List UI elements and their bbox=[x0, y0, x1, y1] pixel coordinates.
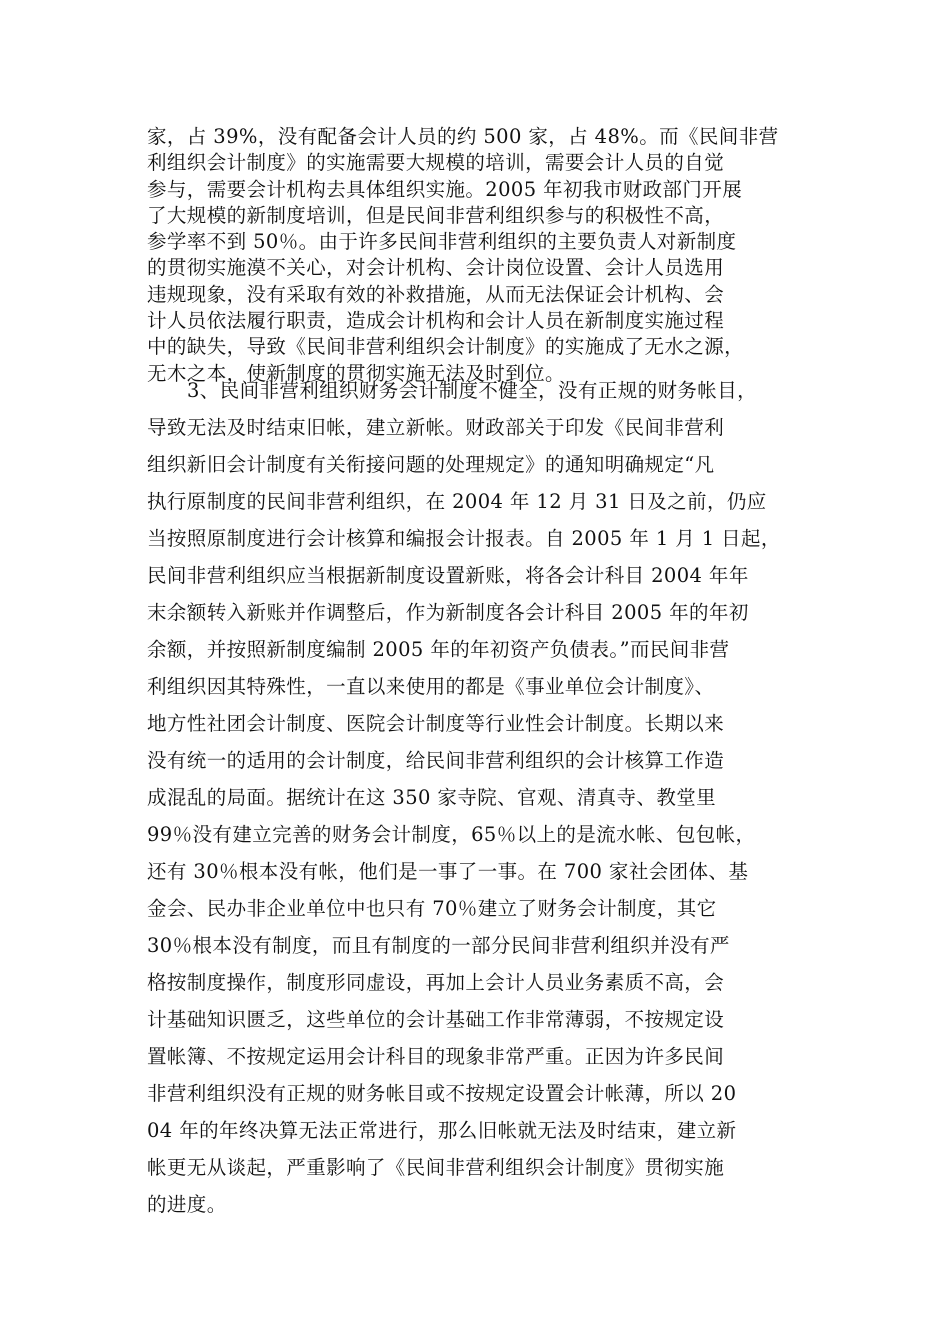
text-line: 利组织会计制度》的实施需要大规模的培训，需要会计人员的自觉 bbox=[147, 151, 725, 175]
text-line: 地方性社团会计制度、医院会计制度等行业性会计制度。长期以来 bbox=[147, 712, 725, 735]
paragraph-continuation bbox=[147, 124, 807, 387]
text-line: 利组织因其特殊性，一直以来使用的都是《事业单位会计制度》、 bbox=[147, 675, 715, 698]
text-line: 计基础知识匮乏，这些单位的会计基础工作非常薄弱，不按规定设 bbox=[147, 1008, 725, 1031]
text-line: 余额，并按照新制度编制 2005 年的年初资产负债表。”而民间非营 bbox=[147, 638, 730, 661]
text-line: 没有统一的适用的会计制度，给民间非营利组织的会计核算工作造 bbox=[147, 749, 725, 772]
text-line: 了大规模的新制度培训，但是民间非营利组织参与的积极性不高， bbox=[147, 203, 725, 227]
text-line: 民间非营利组织应当根据新制度设置新账，将各会计科目 2004 年年 bbox=[147, 564, 749, 587]
text-line: 30％根本没有制度，而且有制度的一部分民间非营利组织并没有严 bbox=[147, 934, 730, 957]
text-line: 参与，需要会计机构去具体组织实施。2005 年初我市财政部门开展 bbox=[147, 177, 743, 201]
paragraph-section-3 bbox=[147, 372, 807, 1223]
text-line: 参学率不到 50％。由于许多民间非营利组织的主要负责人对新制度 bbox=[147, 230, 737, 254]
text-line: 当按照原制度进行会计核算和编报会计报表。自 2005 年 1 月 1 日起， bbox=[147, 527, 781, 550]
text-line: 还有 30％根本没有帐，他们是一事了一事。在 700 家社会团体、基 bbox=[147, 860, 749, 883]
text-line: 3、民间非营利组织财务会计制度不健全，没有正规的财务帐目， bbox=[187, 379, 758, 402]
text-line: 04 年的年终决算无法正常进行，那么旧帐就无法及时结束，建立新 bbox=[147, 1119, 737, 1142]
text-line: 格按制度操作，制度形同虚设，再加上会计人员业务素质不高，会 bbox=[147, 971, 725, 994]
text-line: 中的缺失，导致《民间非营利组织会计制度》的实施成了无水之源， bbox=[147, 335, 745, 359]
text-line: 帐更无从谈起，严重影响了《民间非营利组织会计制度》贯彻实施 bbox=[147, 1156, 725, 1179]
text-line: 执行原制度的民间非营利组织，在 2004 年 12 月 31 日及之前，仍应 bbox=[147, 490, 767, 513]
text-line: 的进度。 bbox=[147, 1193, 227, 1216]
text-line: 置帐簿、不按规定运用会计科目的现象非常严重。正因为许多民间 bbox=[147, 1045, 725, 1068]
text-line: 的贯彻实施漠不关心，对会计机构、会计岗位设置、会计人员选用 bbox=[147, 256, 725, 280]
text-line: 无木之本，使新制度的贯彻实施无法及时到位。 bbox=[147, 361, 565, 385]
text-line: 组织新旧会计制度有关衔接问题的处理规定》的通知明确规定“凡 bbox=[147, 453, 715, 476]
text-line: 99％没有建立完善的财务会计制度，65％以上的是流水帐、包包帐， bbox=[147, 823, 756, 846]
text-line: 违规现象，没有采取有效的补救措施，从而无法保证会计机构、会 bbox=[147, 282, 725, 306]
text-line: 金会、民办非企业单位中也只有 70％建立了财务会计制度，其它 bbox=[147, 897, 717, 920]
text-line: 家，占 39%，没有配备会计人员的约 500 家，占 48%。而《民间非营 bbox=[147, 125, 779, 148]
text-line: 导致无法及时结束旧帐，建立新帐。财政部关于印发《民间非营利 bbox=[147, 416, 725, 439]
text-line: 计人员依法履行职责，造成会计机构和会计人员在新制度实施过程 bbox=[147, 309, 725, 333]
text-line: 末余额转入新账并作调整后，作为新制度各会计科目 2005 年的年初 bbox=[147, 601, 749, 624]
text-line: 成混乱的局面。据统计在这 350 家寺院、官观、清真寺、教堂里 bbox=[147, 786, 717, 809]
text-line: 非营利组织没有正规的财务帐目或不按规定设置会计帐薄，所以 20 bbox=[147, 1082, 737, 1105]
